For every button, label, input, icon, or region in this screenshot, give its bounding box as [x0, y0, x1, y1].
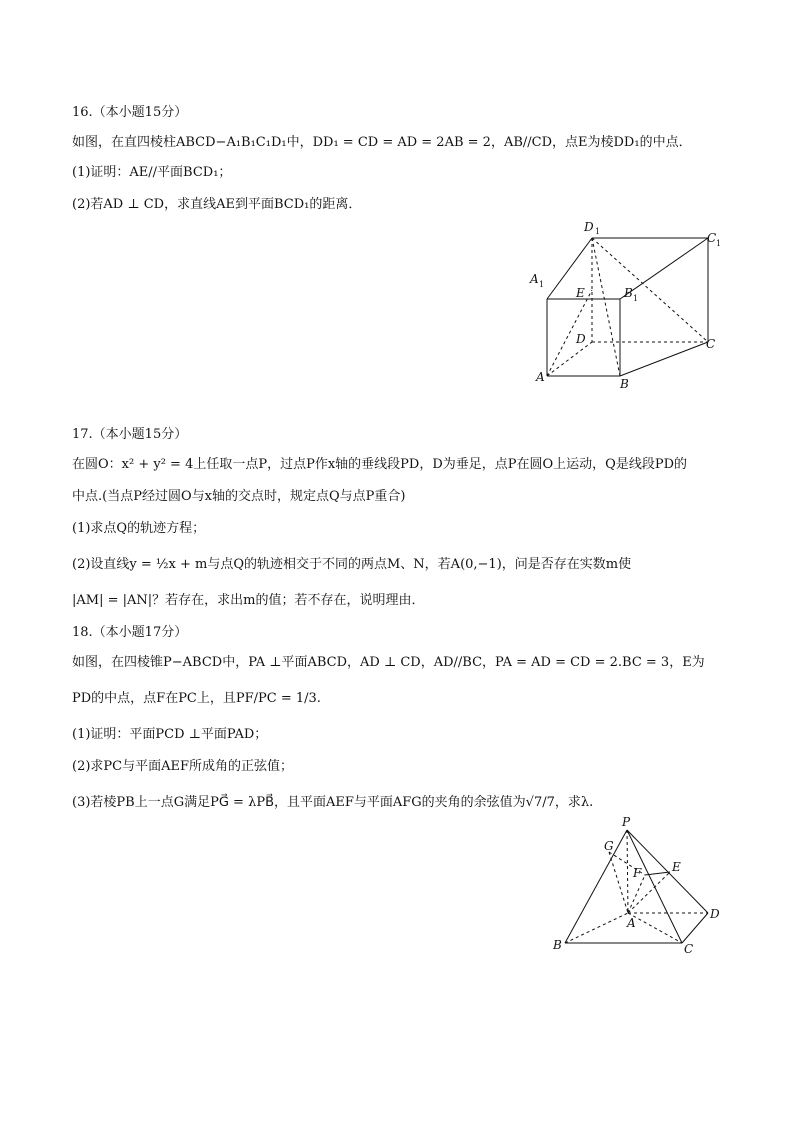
problem-16-header: 16.（本小题15分） — [72, 105, 188, 120]
problem-16-stem: 如图，在直四棱柱ABCD−A₁B₁C₁D₁中，DD₁ = CD = AD = 2AB = 2，AB//CD，点E为棱DD₁的中点． — [72, 135, 692, 150]
label-C1-sub: 1 — [716, 239, 722, 248]
problem-17-stem-1: 在圆O：x² + y² = 4上任取一点P，过点P作x轴的垂线段PD，D为垂足，点P在圆O上运动，Q是线段PD的 — [72, 457, 687, 472]
label-B1: B — [624, 286, 633, 300]
label-B: B — [620, 377, 629, 391]
label-D: D — [576, 332, 586, 346]
label-E: E — [672, 860, 681, 874]
label-F: F — [633, 866, 642, 880]
label-D: D — [710, 907, 720, 921]
label-B: B — [553, 938, 562, 952]
problem-17-stem-2: 中点.(当点P经过圆O与x轴的交点时，规定点Q与点P重合) — [72, 489, 406, 504]
problem-18-part2: (2)求PC与平面AEF所成角的正弦值； — [72, 759, 294, 774]
label-A1: A — [530, 272, 539, 286]
label-G: G — [604, 839, 614, 853]
prism-figure — [520, 215, 730, 395]
label-E: E — [576, 286, 585, 300]
problem-18-stem-2: PD的中点，点F在PC上，且PF/PC = 1/3. — [72, 691, 321, 706]
problem-17-part2: (2)设直线y = ½x + m与点Q的轨迹相交于不同的两点M、N，若A(0,−1)，问是否存在实数m使 — [72, 557, 632, 572]
label-D1-sub: 1 — [595, 227, 601, 236]
problem-16-part2: (2)若AD ⊥ CD，求直线AE到平面BCD₁的距离． — [72, 197, 362, 212]
problem-18-header: 18.（本小题17分） — [72, 625, 188, 640]
label-C: C — [706, 337, 716, 351]
label-C: C — [684, 942, 694, 956]
label-C1: C — [707, 231, 717, 245]
problem-17-part1: (1)求点Q的轨迹方程； — [72, 521, 206, 536]
problem-17-header: 17.（本小题15分） — [72, 427, 188, 442]
label-A1-sub: 1 — [539, 280, 545, 289]
label-D1: D — [584, 220, 594, 234]
problem-16-part1: (1)证明：AE//平面BCD₁； — [72, 165, 232, 180]
problem-18-stem-1: 如图，在四棱锥P−ABCD中，PA ⊥平面ABCD，AD ⊥ CD，AD//BC，PA = AD = CD = 2.BC = 3，E为 — [72, 655, 705, 670]
label-A: A — [627, 916, 636, 930]
label-P: P — [622, 815, 631, 829]
problem-18-part1: (1)证明：平面PCD ⊥平面PAD； — [72, 727, 268, 742]
problem-18-part3: (3)若棱PB上一点G满足PG⃗ = λPB⃗，且平面AEF与平面AFG的夹角的余弦值为√7/7，求λ. — [72, 795, 594, 810]
pyramid-figure — [545, 815, 735, 965]
label-B1-sub: 1 — [633, 294, 639, 303]
problem-17-part2-cont: |AM| = |AN|？若存在，求出m的值；若不存在，说明理由． — [72, 593, 425, 608]
label-A: A — [536, 370, 545, 384]
